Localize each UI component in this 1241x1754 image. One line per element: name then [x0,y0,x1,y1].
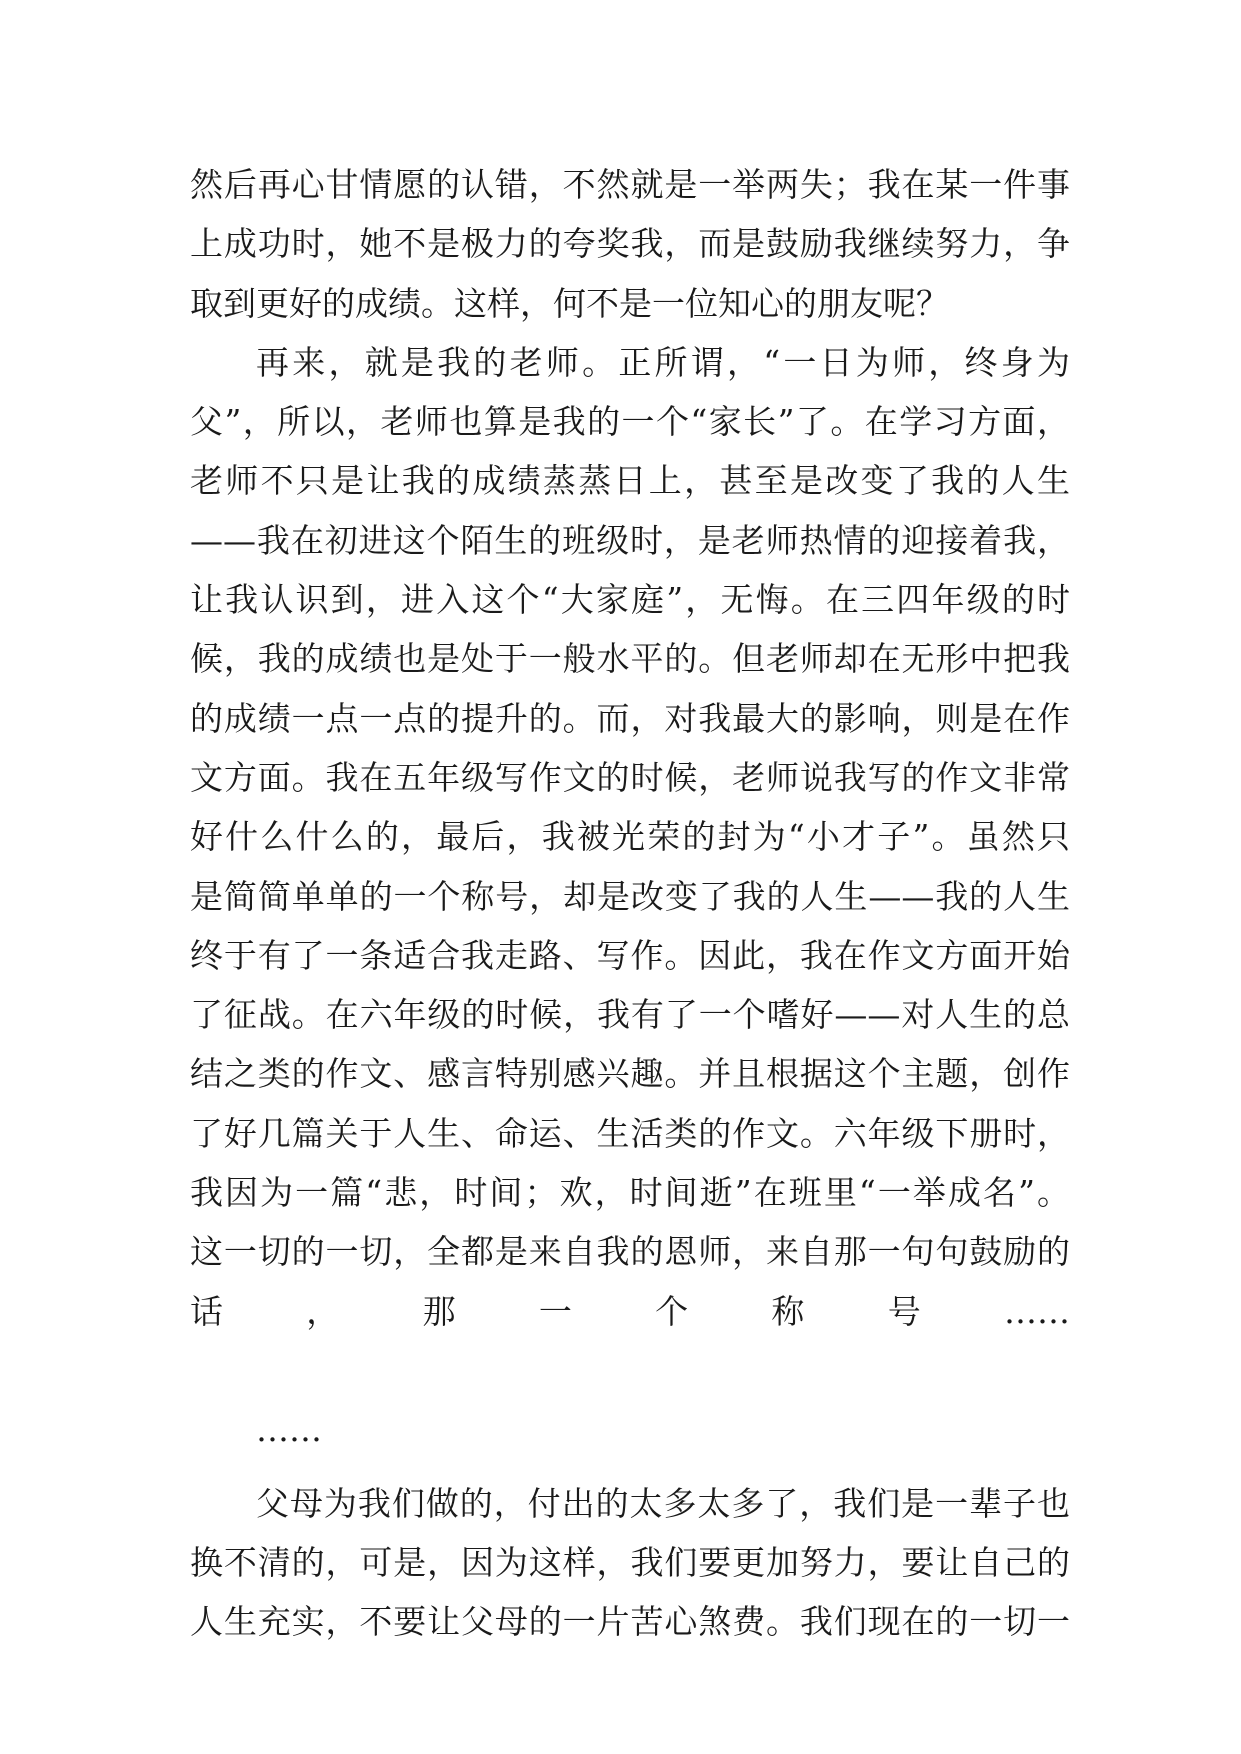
document-body [190,155,1070,1651]
text-line: 结之类的作文、感言特别感兴趣。并且根据这个主题，创作 [190,1054,1070,1094]
text-line: 话，那一个称号…… [190,1291,1070,1331]
text-line: …… [256,1410,322,1450]
text-line: 候，我的成绩也是处于一般水平的。但老师却在无形中把我 [190,639,1070,679]
text-line: 文方面。我在五年级写作文的时候，老师说我写的作文非常 [190,757,1070,797]
text-line: 是简简单单的一个称号，却是改变了我的人生——我的人生 [190,876,1070,916]
text-line: 父”，所以，老师也算是我的一个“家长”了。在学习方面， [190,402,1070,442]
text-line: 我因为一篇“悲，时间；欢，时间逝”在班里“一举成名”。 [190,1173,1070,1213]
paragraph-1 [190,155,1070,333]
text-line: 这一切的一切，全都是来自我的恩师，来自那一句句鼓励的 [190,1232,1070,1272]
text-line: 了好几篇关于人生、命运、生活类的作文。六年级下册时， [190,1113,1070,1153]
text-line: 上成功时，她不是极力的夸奖我，而是鼓励我继续努力，争 [190,224,1070,264]
text-line: 父母为我们做的，付出的太多太多了，我们是一辈子也 [256,1483,1070,1523]
text-line: 人生充实，不要让父母的一片苦心煞费。我们现在的一切一 [190,1602,1070,1642]
paragraph-gap [190,1460,1070,1474]
text-line: 再来，就是我的老师。正所谓，“一日为师，终身为 [256,342,1070,382]
text-line: 了征战。在六年级的时候，我有了一个嗜好——对人生的总 [190,995,1070,1035]
text-line: 老师不只是让我的成绩蒸蒸日上，甚至是改变了我的人生 [190,461,1070,501]
text-line [190,1341,1070,1400]
text-line: 终于有了一条适合我走路、写作。因此，我在作文方面开始 [190,935,1070,975]
paragraph-2 [190,333,1070,1400]
text-line: 好什么什么的，最后，我被光荣的封为“小才子”。虽然只 [190,817,1070,857]
text-line: 换不清的，可是，因为这样，我们要更加努力，要让自己的 [190,1542,1070,1582]
text-line: 取到更好的成绩。这样，何不是一位知心的朋友呢？ [190,283,949,323]
text-line: 的成绩一点一点的提升的。而，对我最大的影响，则是在作 [190,698,1070,738]
text-line: ——我在初进这个陌生的班级时，是老师热情的迎接着我， [190,520,1070,560]
text-line: 然后再心甘情愿的认错，不然就是一举两失；我在某一件事 [190,165,1070,204]
text-line: 让我认识到，进入这个“大家庭”，无悔。在三四年级的时 [190,580,1070,620]
paragraph-4 [190,1474,1070,1652]
paragraph-3 [190,1400,1070,1459]
